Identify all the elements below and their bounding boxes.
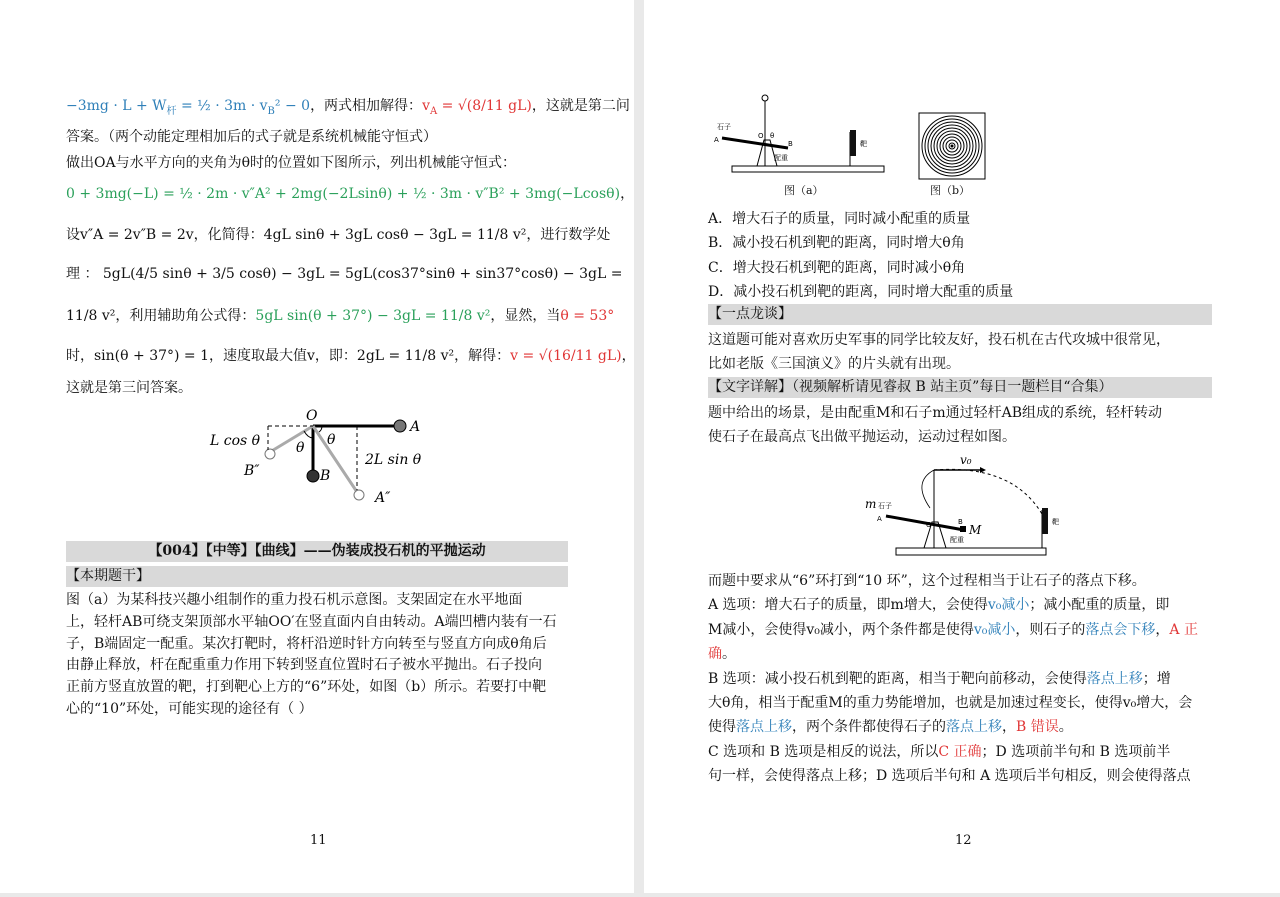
label-a-2: A (877, 515, 882, 523)
detail-line: 题中给出的场景，是由配重M和石子m通过轻杆AB组成的系统，轻杆转动 (708, 405, 1163, 421)
option-line: C．增大投石机到靶的距离，同时减小θ角 (708, 259, 966, 276)
label-stone: 石子 (717, 123, 731, 131)
analysis-line-segment: ；D 选项前半句和 B 选项前半 (981, 743, 1171, 760)
derivation-line (66, 225, 610, 245)
label-theta-2: θ (327, 432, 336, 448)
option-line: A．增大石子的质量，同时减小配重的质量 (708, 211, 971, 227)
derivation-line-segment: 杆 (166, 105, 177, 117)
derivation-line-segment: ，这就是第二问 (531, 98, 630, 114)
page-number-right: 12 (955, 833, 972, 848)
left-page (0, 0, 634, 893)
label-big-m: M (969, 523, 982, 537)
derivation-line-segment: 做出OA与水平方向的夹角为θ时的位置如下图所示，列出机械能守恒式： (66, 155, 517, 171)
ball-a2 (354, 490, 364, 500)
analysis-line-segment: 句一样，会使得落点上移；D 选项后半句和 A 选项后半句相反，则会使得落点 (708, 768, 1191, 785)
analysis-line-segment: 。 (1058, 719, 1073, 736)
derivation-line-segment: ，显然，当 (490, 308, 561, 324)
label-b: B (788, 140, 793, 148)
derivation-line-segment: ， (621, 348, 636, 364)
analysis-line-segment: ；增 (1142, 670, 1171, 687)
analysis-line-segment: 落点会下移 (1085, 621, 1156, 638)
analysis-line-segment: ，则石子的 (1015, 621, 1086, 638)
analysis-line-segment: 落点上移 (736, 719, 792, 736)
rod-ob2 (270, 426, 313, 452)
bullseye (951, 145, 954, 148)
derivation-line (66, 264, 622, 284)
analysis-line-segment: A 正 (1169, 621, 1198, 638)
option-line: B．减小投石机到靶的距离，同时增大θ角 (708, 235, 965, 252)
label-weight-2: 配重 (950, 536, 964, 544)
section-detail: 【文字详解】（视频解析请见睿叔 B 站主页”每日一题栏目“合集） (708, 377, 1212, 398)
label-lsin: 2L sin θ (365, 452, 422, 468)
ball-b (307, 470, 319, 482)
derivation-line-segment: 5gL sin(θ + 37°) − 3gL = 11/8 v² (255, 308, 491, 324)
page-number-left: 11 (310, 833, 327, 848)
label-a: A (410, 419, 421, 435)
derivation-line (66, 127, 437, 147)
analysis-line (708, 571, 1146, 591)
trajectory-path (934, 469, 1042, 514)
analysis-line (708, 693, 1192, 713)
analysis-line-segment: A 选项：增大石子的质量，即m增大，会使得 (708, 597, 988, 614)
label-stone-2: 石子 (878, 502, 892, 510)
derivation-line-segment: ，两式相加解得： (310, 98, 423, 114)
problem-line: 由静止释放，杆在配重重力作用下转到竖直位置时石子被水平抛出。石子投向 (66, 657, 542, 674)
analysis-line-segment: 。 (722, 646, 736, 663)
analysis-line-segment: B 选项：减小投石机到靶的距离，相当于靶向前移动，会使得 (708, 670, 1087, 687)
derivation-line-segment: ， (620, 186, 635, 202)
derivation-line-segment: v = √(16/11 gL) (510, 348, 622, 364)
analysis-line (708, 669, 1171, 689)
weight-block (960, 526, 966, 532)
derivation-line-segment: ² − 0 (274, 98, 311, 114)
derivation-line-segment: 答案。（两个动能定理相加后的式子就是系统机械能守恒式） (66, 129, 437, 145)
derivation-line-segment: 时，sin(θ + 37°) = 1，速度取最大值v，即：2gL = 11/8 v²，解得： (66, 348, 511, 364)
derivation-line-segment: 11/8 (476, 227, 509, 243)
analysis-line-segment: ；减小配重的质量，即 (1029, 597, 1170, 614)
analysis-line (708, 742, 1170, 762)
analysis-line-segment: v₀减小 (973, 621, 1016, 638)
ball-a (394, 420, 406, 432)
ground (732, 166, 884, 172)
section-talk: 【一点龙谈】 (708, 304, 1212, 325)
figure-b-target (918, 112, 986, 180)
rod-ab-2 (886, 516, 964, 530)
derivation-line-segment: = ½ · 3m · v (176, 98, 268, 114)
analysis-line-segment: C 正确 (938, 743, 982, 760)
analysis-line-segment: 落点上移 (1086, 670, 1143, 687)
label-m: m (865, 497, 877, 511)
label-theta: θ (770, 132, 775, 140)
derivation-line (66, 378, 192, 398)
label-a: A (714, 136, 719, 144)
caption-figure-b: 图（b） (930, 184, 971, 197)
analysis-line-segment: 确 (708, 646, 722, 663)
derivation-line (66, 184, 634, 204)
analysis-line-segment: v₀减小 (987, 597, 1030, 614)
analysis-line-segment: C 选项和 B 选项是相反的说法，所以 (708, 743, 939, 760)
analysis-line-segment: B 错误 (1016, 719, 1059, 736)
ball-b2 (265, 449, 275, 459)
derivation-line-segment: = √(8/11 gL) (437, 98, 532, 114)
talk-line: 这道题可能对喜欢历史军事的同学比较友好，投石机在古代攻城中很常见， (708, 332, 1170, 348)
derivation-line-segment: −3mg · L + W (66, 98, 167, 114)
analysis-line-segment: M减小，会使得v₀减小，两个条件都是使得 (708, 621, 974, 638)
analysis-line-segment: ，两个条件都使得石子的 (792, 719, 946, 736)
problem-line: 正前方竖直放置的靶，打到靶心上方的“6”环处，如图（b）所示。若要打中靶 (66, 679, 547, 696)
problem-line: 图（a）为某科技兴趣小组制作的重力投石机示意图。支架固定在水平地面 (66, 592, 523, 608)
trajectory-figure (862, 452, 1062, 560)
detail-line: 使石子在最高点飞出做平抛运动，运动过程如图。 (708, 429, 1016, 445)
label-b: B (320, 468, 331, 484)
problem-line: 上，轻杆AB可绕支架顶部水平轴OO′在竖直面内自由转动。A端凹槽内装有一石 (66, 613, 557, 630)
derivation-line-segment: A (429, 105, 438, 117)
derivation-line-segment: 11/8 v²，利用辅助角公式得： (66, 308, 256, 324)
figure-a-catapult (712, 92, 888, 182)
label-b-2: B (958, 518, 963, 526)
top-circle (762, 95, 768, 101)
analysis-line-segment: 落点上移 (946, 719, 1002, 736)
label-target: 靶 (860, 140, 867, 148)
derivation-line-segment: v (422, 98, 430, 114)
derivation-line-segment: 设v″A = 2v″B = 2v，化简得：4gL sinθ + 3gL cosθ − 3gL = (66, 227, 477, 243)
option-line: D．减小投石机到靶的距离，同时增大配重的质量 (708, 283, 1014, 300)
label-lcos: L cos θ (210, 433, 261, 449)
derivation-line-segment: v²，进行数学处 (508, 227, 611, 243)
rod-ab (722, 138, 788, 148)
label-o: O (758, 132, 764, 140)
analysis-line-segment: 而题中要求从“6”环打到“10 环”，这个过程相当于让石子的落点下移。 (708, 573, 1146, 589)
label-b2: B″ (244, 463, 260, 479)
label-theta-1: θ (296, 440, 305, 456)
derivation-line-segment: 0 + 3mg(−L) = ½ · 2m · v″A² + 2mg(−2Lsinθ) + ½ · 3m · v″B² + 3mg(−Lcosθ) (66, 186, 621, 202)
problem-heading: 【004】【中等】【曲线】——伪装成投石机的平抛运动 (66, 541, 568, 562)
derivation-line (66, 346, 636, 366)
label-v0: v₀ (960, 453, 972, 467)
analysis-line-segment: 使得 (708, 719, 736, 736)
derivation-line-segment: 这就是第三问答案。 (66, 380, 192, 396)
label-target-2: 靶 (1052, 518, 1059, 526)
ground-2 (896, 548, 1046, 555)
analysis-line-segment: 大θ角，相当于配重M的重力势能增加，也就是加速过程变长，使得v₀增大，会 (708, 695, 1193, 711)
problem-line: 心的“10”环处，可能实现的途径有（ ） (66, 701, 313, 717)
derivation-line-segment: 理 ： 5gL(4/5 sinθ + 3/5 cosθ) − 3gL = 5gL(cos37°sinθ + sin37°cosθ) − 3gL = (66, 266, 623, 282)
analysis-line-segment: ， (1002, 719, 1016, 736)
problem-line: 子，B端固定一配重。某次打靶时，将杆沿逆时针方向转至与竖直方向成θ角后 (66, 635, 547, 652)
derivation-line (66, 153, 516, 173)
analysis-line (708, 620, 1198, 640)
analysis-line (708, 717, 1073, 737)
section-problem: 【本期题干】 (66, 566, 568, 587)
derivation-line-segment: θ = 53° (560, 308, 615, 324)
analysis-line (708, 766, 1191, 786)
talk-line: 比如老版《三国演义》的片头就有出现。 (708, 356, 960, 372)
target-board-2 (1042, 508, 1048, 534)
label-o-2: O (926, 521, 932, 529)
target-board (850, 130, 856, 156)
analysis-line (708, 595, 1169, 615)
right-page (644, 0, 1280, 893)
label-weight: 配重 (774, 154, 788, 162)
caption-figure-a: 图（a） (784, 184, 824, 197)
label-o: O (306, 408, 318, 424)
analysis-line-segment: ， (1155, 621, 1170, 638)
label-a2: A″ (375, 490, 391, 506)
derivation-line-segment: B (267, 105, 275, 117)
swing-arc (922, 470, 934, 508)
rotation-figure (200, 400, 440, 520)
analysis-line (708, 644, 736, 664)
derivation-line (66, 96, 630, 122)
derivation-line (66, 306, 614, 326)
